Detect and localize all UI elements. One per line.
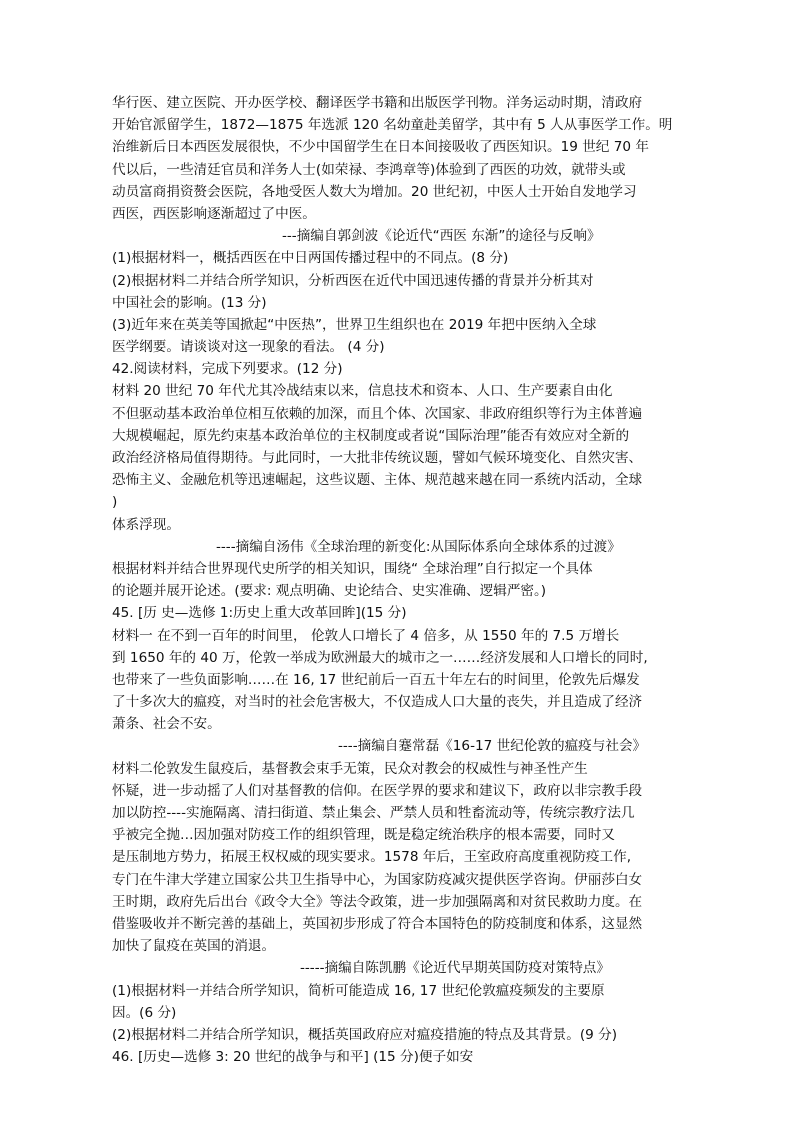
source-citation-line: -----摘编自陈凯鹏《论近代早期英国防疫对策特点》 xyxy=(300,960,610,977)
text-line: ) xyxy=(112,494,118,511)
text-line: 动员富商捐资赘会医院，各地受医人数大为增加。20 世纪初，中医人士开始自发地学习 xyxy=(112,183,637,200)
text-line: 代以后，一些清廷官员和洋务人士(如荣禄、李鸿章等)体验到了西医的功效，就带头或 xyxy=(112,161,626,178)
text-line: 王时期，政府先后出台《政令大全》等法令政策，进一步加强隔离和对贫民救助力度。在 xyxy=(112,893,643,910)
text-line: (2)根据材料二并结合所学知识，概括英国政府应对瘟疫措施的特点及其背景。(9 分) xyxy=(112,1026,618,1043)
text-line: 开始官派留学生，1872—1875 年选派 120 名幼童赴美留学，其中有 5 人从事医学工作。明 xyxy=(112,117,672,134)
text-line: 体系浮现。 xyxy=(112,516,180,533)
text-line: 怀疑，进一步动摇了人们对基督教的信仰。在医学界的要求和建议下，政府以非宗教手段 xyxy=(112,782,643,799)
document-page xyxy=(112,92,672,1068)
text-line: 西医，西医影响逐渐超过了中医。 xyxy=(112,205,316,222)
text-line: 材料二伦敦发生鼠疫后，基督教会束手无策，民众对教会的权威性与神圣性产生 xyxy=(112,760,588,777)
text-line: 加快了鼠疫在英国的消退。 xyxy=(112,938,276,955)
text-line: 42.阅读材料，完成下列要求。(12 分) xyxy=(112,361,343,378)
text-line: 借鉴吸收并不断完善的基础上，英国初步形成了符合本国特色的防疫制度和体系，这显然 xyxy=(112,915,643,932)
source-citation-line: ----摘编自汤伟《全球治理的新变化:从国际体系向全球体系的过渡》 xyxy=(216,538,621,555)
text-line: 到 1650 年的 40 万，伦敦一举成为欧洲最大的城市之一……经济发展和人口增长的同时, xyxy=(112,649,648,666)
text-line: 中国社会的影响。(13 分) xyxy=(112,294,267,311)
text-line: 政治经济格局值得期待。与此同时，一大批非传统议题，譬如气候环境变化、自然灾害、 xyxy=(112,450,643,466)
source-citation-line: ----摘编自蹇常磊《16-17 世纪伦敦的瘟疫与社会》 xyxy=(338,738,647,755)
text-line: 是压制地方势力，拓展王权权威的现实要求。1578 年后，王室政府高度重视防疫工作, xyxy=(112,849,632,866)
text-line: (1)根据材料一并结合所学知识，简析可能造成 16, 17 世纪伦敦瘟疫频发的主要原 xyxy=(112,982,605,999)
text-line: 的论题并展开论述。(要求: 观点明确、史论结合、史实准确、逻辑严密。) xyxy=(112,583,547,600)
text-line: 不但驱动基本政治单位相互依赖的加深，而且个体、次国家、非政府组织等行为主体普遍 xyxy=(112,405,643,422)
text-line: 恐怖主义、金融危机等迅速崛起，这些议题、主体、规范越来越在同一系统内活动，全球 xyxy=(112,472,643,489)
source-citation-line: ---摘编自郭剑波《论近代“西医 东渐”的途径与反响》 xyxy=(282,228,601,245)
text-line: 45. [历 史—选修 1:历史上重大改革回眸](15 分) xyxy=(112,605,407,622)
text-line: (1)根据材料一，概括西医在中日两国传播过程中的不同点。(8 分) xyxy=(112,250,509,267)
text-line: 华行医、建立医院、开办医学校、翻译医学书籍和出版医学刊物。洋务运动时期，清政府 xyxy=(112,95,643,111)
text-line: 大规模崛起，原先约束基本政治单位的主权制度或者说“国际治理”能否有效应对全新的 xyxy=(112,427,630,444)
document-body xyxy=(112,92,672,1068)
text-line: 根据材料并结合世界现代史所学的相关知识，围绕“ 全球治理”自行拟定一个具体 xyxy=(112,560,593,577)
text-line: 也带来了一些负面影响……在 16, 17 世纪前后一百五十年左右的时间里，伦敦先后爆发 xyxy=(112,671,640,688)
text-line: 了十多次大的瘟疫，对当时的社会危害极大，不仅造成人口大量的丧失，并且造成了经济 xyxy=(112,694,643,711)
text-line: (2)根据材料二并结合所学知识，分析西医在近代中国迅速传播的背景并分析其对 xyxy=(112,272,594,289)
text-line: 治维新后日本西医发展很快，不少中国留学生在日本间接吸收了西医知识。19 世纪 70 年 xyxy=(112,139,649,156)
text-line: 乎被完全抛…因加强对防疫工作的组织管理，既是稳定统治秩序的根本需要，同时又 xyxy=(112,827,615,844)
text-line: 46. [历史—选修 3: 20 世纪的战争与和平] (15 分)便子如安 xyxy=(112,1049,474,1066)
text-line: 医学纲要。请谈谈对这一现象的看法。 (4 分) xyxy=(112,339,385,356)
text-line: 材料一 在不到一百年的时间里， 伦敦人口增长了 4 倍多，从 1550 年的 7.5 万增长 xyxy=(112,627,620,644)
text-line: 萧条、社会不安。 xyxy=(112,716,221,733)
text-line: (3)近年来在英美等国掀起“中医热”，世界卫生组织也在 2019 年把中医纳入全球 xyxy=(112,316,597,333)
text-line: 材料 20 世纪 70 年代尤其冷战结束以来，信息技术和资本、人口、生产要素自由化 xyxy=(112,383,613,400)
text-line: 加以防控----实施隔离、清扫街道、禁止集会、严禁人员和牲畜流动等，传统宗教疗法几 xyxy=(112,805,635,821)
text-line: 专门在牛津大学建立国家公共卫生指导中心，为国家防疫减灾提供医学咨询。伊丽莎白女 xyxy=(112,871,643,888)
text-line: 因。(6 分) xyxy=(112,1004,177,1021)
